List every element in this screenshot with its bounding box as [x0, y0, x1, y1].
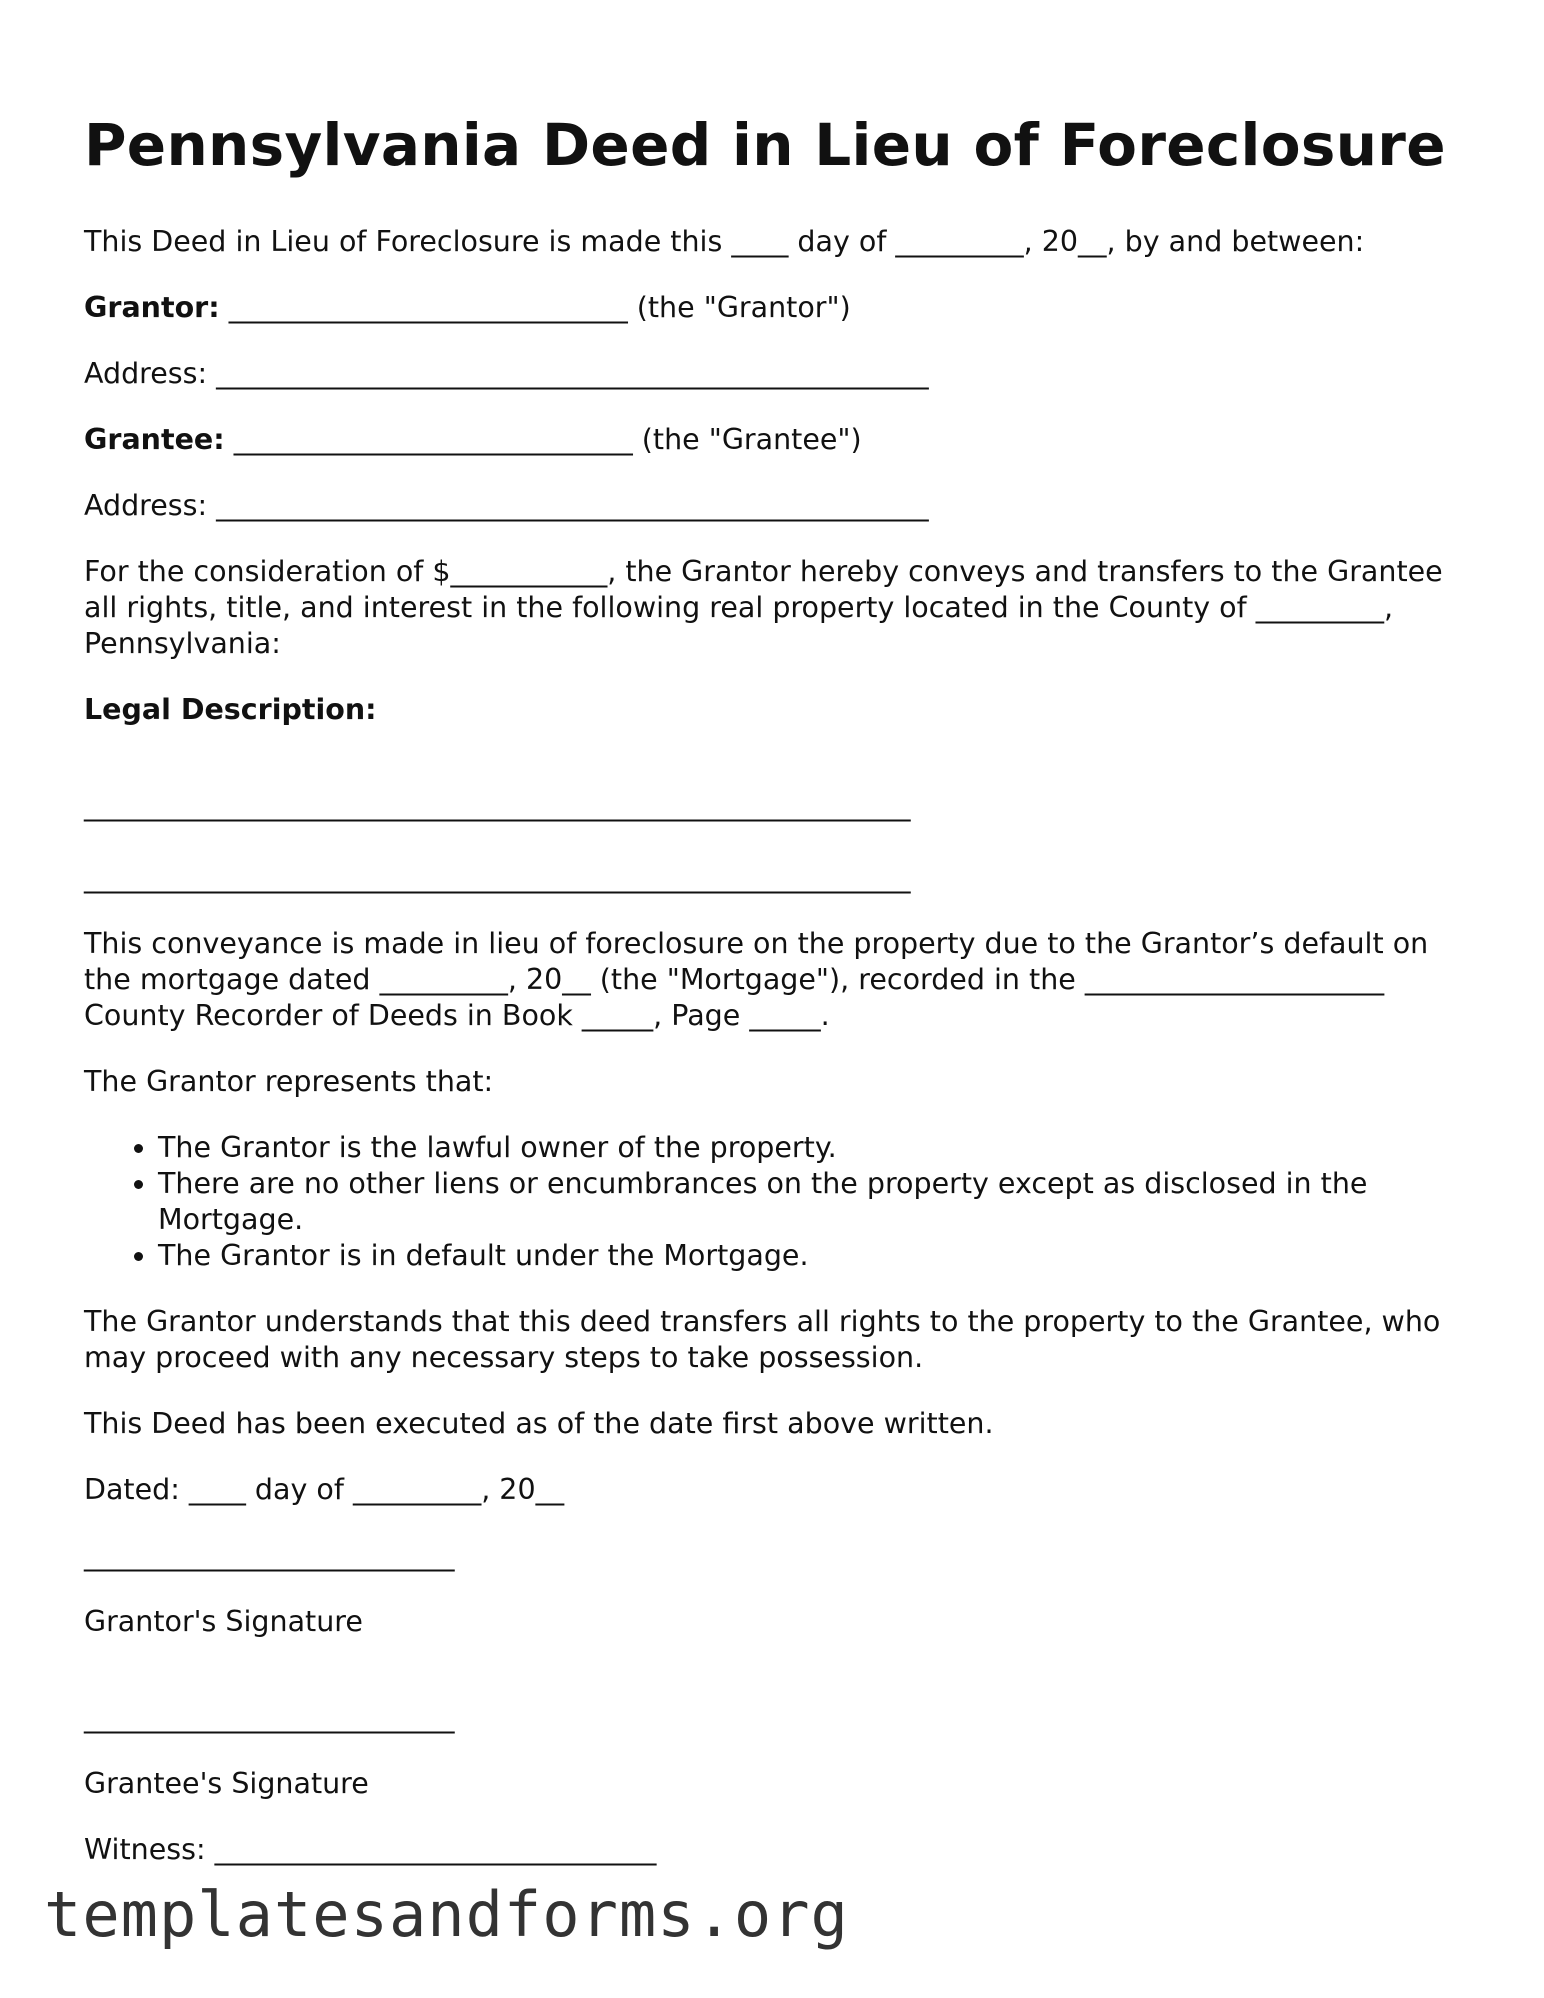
representations-list [84, 1130, 1464, 1274]
grantor-signature-label: Grantor's Signature [84, 1605, 363, 1638]
legal-description-heading: Legal Description: [84, 693, 377, 726]
legal-description-line-1: __________________________________________________________ [84, 789, 911, 822]
consideration-paragraph: For the consideration of $___________, the Grantor hereby conveys and transfers to the Grantee all rights, title, and interest in the following real property located in the County of _________, Pennsylvania: [84, 555, 1443, 660]
grantee-signature-line: __________________________ [84, 1701, 455, 1734]
grantee-line [84, 422, 1464, 458]
grantor-line [84, 290, 1464, 326]
list-item: • There are no other liens or encumbrances on the property except as disclosed in the Mortgage. [158, 1166, 1464, 1238]
grantee-label: Grantee: [84, 423, 225, 456]
grantee-signature-label: Grantee's Signature [84, 1767, 369, 1800]
understands-paragraph: The Grantor understands that this deed transfers all rights to the property to the Grantee, who may proceed with any necessary steps to take possession. [84, 1305, 1441, 1374]
legal-description-line-2: __________________________________________________________ [84, 861, 911, 894]
intro-paragraph: This Deed in Lieu of Foreclosure is made this ____ day of _________, 20__, by and between: [84, 225, 1365, 258]
list-item: • The Grantor is the lawful owner of the property. [158, 1130, 1464, 1166]
grantor-label: Grantor: [84, 291, 220, 324]
grantor-address-line: Address: __________________________________________________ [84, 357, 929, 390]
executed-paragraph: This Deed has been executed as of the date first above written. [84, 1407, 994, 1440]
grantor-signature-line: __________________________ [84, 1539, 455, 1572]
grantee-address-line: Address: __________________________________________________ [84, 489, 929, 522]
watermark: templatesandforms.org [44, 1878, 849, 1951]
conveyance-paragraph: This conveyance is made in lieu of foreclosure on the property due to the Grantor’s default on the mortgage dated _________, 20__ (the "Mortgage"), recorded in the _____________________ County Recorder of Deeds in Book _____, Page _____. [84, 927, 1429, 1032]
list-item: • The Grantor is in default under the Mortgage. [158, 1238, 1464, 1274]
represents-intro: The Grantor represents that: [84, 1065, 494, 1098]
witness-line: Witness: _______________________________ [84, 1833, 657, 1866]
grantee-blank: ____________________________ (the "Grantee") [224, 423, 862, 456]
deed-document [84, 110, 1464, 1898]
page-title: Pennsylvania Deed in Lieu of Foreclosure [84, 111, 1446, 179]
grantor-blank: ____________________________ (the "Grantor") [219, 291, 851, 324]
dated-line: Dated: ____ day of _________, 20__ [84, 1473, 565, 1506]
